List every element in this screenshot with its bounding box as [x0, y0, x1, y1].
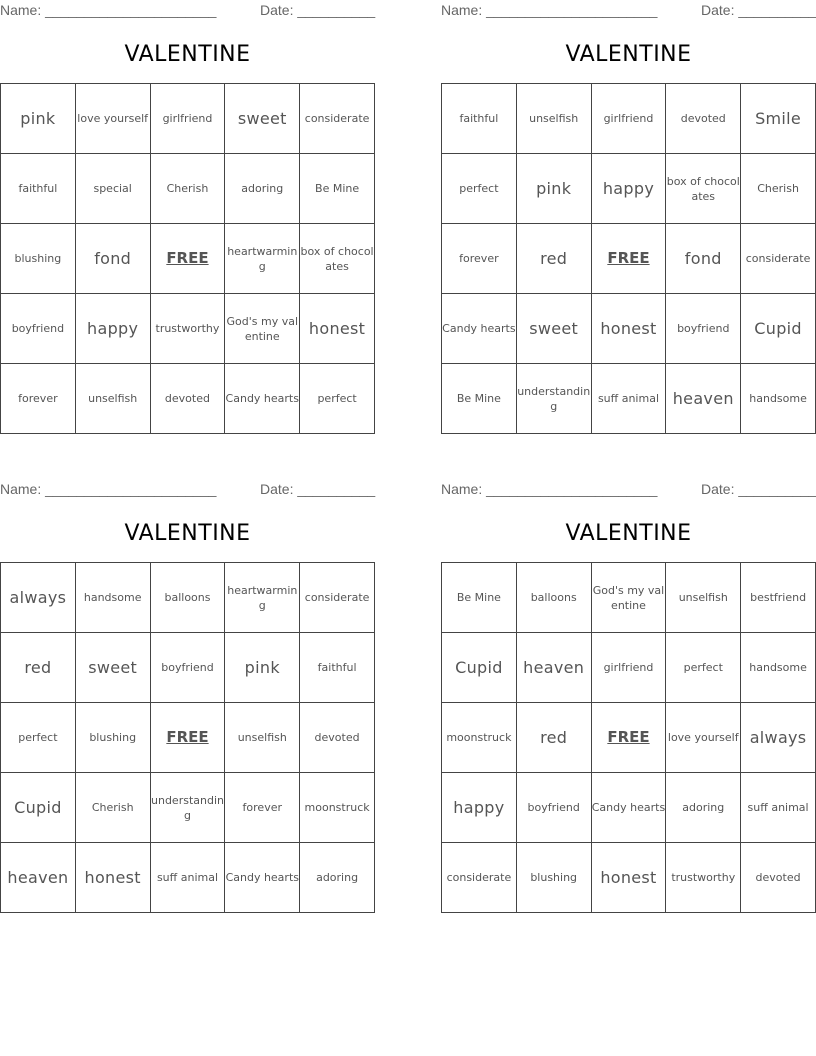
bingo-cell: Candy hearts — [225, 364, 300, 434]
bingo-cell: suff animal — [591, 364, 666, 434]
bingo-row — [442, 364, 816, 434]
bingo-cell: unselfish — [225, 703, 300, 773]
bingo-cell: honest — [591, 294, 666, 364]
bingo-cell: honest — [591, 843, 666, 913]
bingo-cell: red — [516, 224, 591, 294]
bingo-cell: considerate — [300, 563, 375, 633]
bingo-row — [442, 84, 816, 154]
bingo-card-4 — [441, 479, 816, 919]
card-title: VALENTINE — [565, 42, 692, 67]
bingo-cell: faithful — [300, 633, 375, 703]
bingo-cell: perfect — [442, 154, 517, 224]
bingo-cell: Smile — [741, 84, 816, 154]
bingo-cell: devoted — [300, 703, 375, 773]
bingo-cell: love yourself — [75, 84, 150, 154]
bingo-cell: red — [1, 633, 76, 703]
bingo-cell: heaven — [516, 633, 591, 703]
bingo-cell: God's my valentine — [225, 294, 300, 364]
bingo-cell: Candy hearts — [225, 843, 300, 913]
bingo-row — [442, 563, 816, 633]
bingo-cell: unselfish — [75, 364, 150, 434]
bingo-row — [1, 773, 375, 843]
bingo-cell: understanding — [150, 773, 225, 843]
bingo-cell: honest — [300, 294, 375, 364]
bingo-cell: adoring — [225, 154, 300, 224]
card-header — [0, 0, 375, 22]
bingo-cell: perfect — [666, 633, 741, 703]
bingo-cell: Be Mine — [300, 154, 375, 224]
name-label: Name: ______________________ — [0, 2, 217, 18]
bingo-row — [442, 843, 816, 913]
bingo-cell: always — [1, 563, 76, 633]
bingo-cell: sweet — [75, 633, 150, 703]
bingo-cell: love yourself — [666, 703, 741, 773]
bingo-cell: fond — [75, 224, 150, 294]
bingo-cell: handsome — [741, 364, 816, 434]
bingo-cell: Candy hearts — [442, 294, 517, 364]
bingo-cell: sweet — [225, 84, 300, 154]
bingo-cell: devoted — [741, 843, 816, 913]
bingo-cell: suff animal — [741, 773, 816, 843]
date-label: Date: __________ — [701, 2, 816, 18]
bingo-cell: considerate — [741, 224, 816, 294]
bingo-cell: blushing — [516, 843, 591, 913]
bingo-cell: happy — [591, 154, 666, 224]
bingo-cell: heartwarming — [225, 224, 300, 294]
bingo-cell: bestfriend — [741, 563, 816, 633]
bingo-row — [442, 154, 816, 224]
bingo-cell: Be Mine — [442, 563, 517, 633]
bingo-cell: faithful — [1, 154, 76, 224]
bingo-cell: unselfish — [666, 563, 741, 633]
card-header — [441, 479, 816, 501]
bingo-cell: moonstruck — [300, 773, 375, 843]
date-label: Date: __________ — [260, 481, 376, 497]
bingo-cell: Candy hearts — [591, 773, 666, 843]
bingo-cell: girlfriend — [591, 84, 666, 154]
bingo-row — [1, 364, 375, 434]
bingo-cell: boyfriend — [516, 773, 591, 843]
free-space: FREE — [150, 224, 225, 294]
bingo-card-3 — [0, 479, 375, 919]
bingo-cell: adoring — [300, 843, 375, 913]
bingo-cell: forever — [1, 364, 76, 434]
bingo-cell: blushing — [1, 224, 76, 294]
bingo-cell: box of chocolates — [300, 224, 375, 294]
bingo-cell: perfect — [1, 703, 76, 773]
bingo-cell: understanding — [516, 364, 591, 434]
bingo-cell: red — [516, 703, 591, 773]
bingo-row — [442, 633, 816, 703]
name-label: Name: ______________________ — [0, 481, 217, 497]
bingo-cell: devoted — [666, 84, 741, 154]
bingo-grid — [0, 83, 375, 434]
bingo-cell: pink — [1, 84, 76, 154]
bingo-cell: considerate — [300, 84, 375, 154]
bingo-cell: heaven — [666, 364, 741, 434]
bingo-cell: happy — [442, 773, 517, 843]
bingo-cell: sweet — [516, 294, 591, 364]
bingo-grid — [441, 562, 816, 913]
date-label: Date: __________ — [260, 2, 376, 18]
bingo-cell: heartwarming — [225, 563, 300, 633]
bingo-row — [1, 224, 375, 294]
bingo-row — [442, 703, 816, 773]
bingo-cell: Cupid — [1, 773, 76, 843]
bingo-row — [1, 703, 375, 773]
bingo-row — [442, 773, 816, 843]
bingo-cell: trustworthy — [150, 294, 225, 364]
bingo-cell: boyfriend — [1, 294, 76, 364]
free-space: FREE — [150, 703, 225, 773]
date-label: Date: __________ — [701, 481, 816, 497]
bingo-cell: happy — [75, 294, 150, 364]
bingo-cell: Cupid — [442, 633, 517, 703]
bingo-cell: boyfriend — [150, 633, 225, 703]
bingo-cell: boyfriend — [666, 294, 741, 364]
bingo-cell: heaven — [1, 843, 76, 913]
bingo-cell: unselfish — [516, 84, 591, 154]
bingo-card-1 — [0, 0, 375, 440]
bingo-cell: pink — [225, 633, 300, 703]
bingo-cell: trustworthy — [666, 843, 741, 913]
bingo-cell: handsome — [741, 633, 816, 703]
bingo-row — [442, 294, 816, 364]
bingo-cell: handsome — [75, 563, 150, 633]
card-header — [0, 479, 375, 501]
bingo-row — [1, 294, 375, 364]
bingo-row — [1, 843, 375, 913]
bingo-cell: special — [75, 154, 150, 224]
bingo-cell: suff animal — [150, 843, 225, 913]
free-space: FREE — [591, 224, 666, 294]
bingo-cell: Cherish — [741, 154, 816, 224]
bingo-cell: fond — [666, 224, 741, 294]
card-header — [441, 0, 816, 22]
bingo-grid — [441, 83, 816, 434]
bingo-row — [1, 154, 375, 224]
bingo-cell: forever — [225, 773, 300, 843]
bingo-cell: balloons — [516, 563, 591, 633]
bingo-row — [1, 633, 375, 703]
bingo-row — [1, 84, 375, 154]
bingo-row — [1, 563, 375, 633]
bingo-cell: pink — [516, 154, 591, 224]
bingo-cell: adoring — [666, 773, 741, 843]
bingo-cell: Be Mine — [442, 364, 517, 434]
bingo-grid — [0, 562, 375, 913]
name-label: Name: ______________________ — [441, 2, 658, 18]
bingo-cell: God's my valentine — [591, 563, 666, 633]
bingo-cell: balloons — [150, 563, 225, 633]
card-title: VALENTINE — [124, 42, 251, 67]
bingo-card-2 — [441, 0, 816, 440]
bingo-row — [442, 224, 816, 294]
bingo-cell: faithful — [442, 84, 517, 154]
bingo-cell: honest — [75, 843, 150, 913]
bingo-cell: considerate — [442, 843, 517, 913]
bingo-cell: blushing — [75, 703, 150, 773]
card-title: VALENTINE — [124, 521, 251, 546]
bingo-cell: box of chocolates — [666, 154, 741, 224]
bingo-cell: Cherish — [150, 154, 225, 224]
bingo-cell: forever — [442, 224, 517, 294]
name-label: Name: ______________________ — [441, 481, 658, 497]
bingo-cell: girlfriend — [150, 84, 225, 154]
bingo-cell: moonstruck — [442, 703, 517, 773]
bingo-cell: always — [741, 703, 816, 773]
bingo-cell: Cupid — [741, 294, 816, 364]
bingo-cell: girlfriend — [591, 633, 666, 703]
bingo-cell: Cherish — [75, 773, 150, 843]
card-title: VALENTINE — [565, 521, 692, 546]
free-space: FREE — [591, 703, 666, 773]
bingo-cell: perfect — [300, 364, 375, 434]
bingo-cell: devoted — [150, 364, 225, 434]
